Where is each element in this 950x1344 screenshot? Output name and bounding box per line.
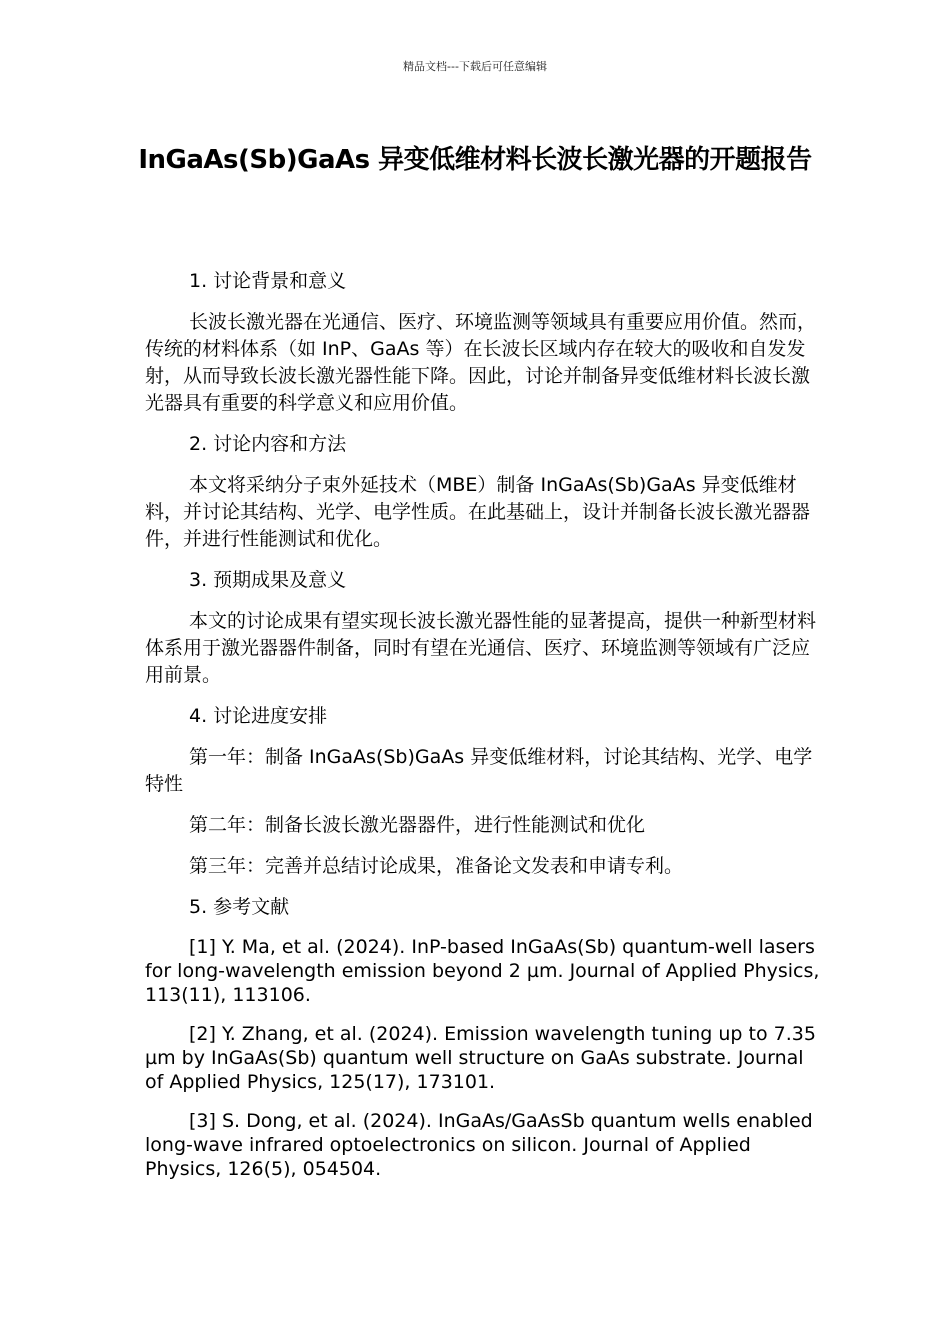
section-heading-references: 5. 参考文献 (189, 896, 290, 918)
paragraph-results: 本文的讨论成果有望实现长波长激光器性能的显著提高，提供一种新型材料体系用于激光器器件制备，同时有望在光通信、医疗、环境监测等领域有广泛应用前景。 (145, 610, 817, 686)
section-heading-results: 3. 预期成果及意义 (189, 569, 347, 591)
reference-item: [1] Y. Ma, et al. (2024). InP-based InGaAs(Sb) quantum-well lasers for long-wavelength emission beyond 2 µm. Journal of Applied Physics, 113(11), 113106. (145, 936, 820, 1006)
section-heading-schedule: 4. 讨论进度安排 (189, 705, 328, 727)
header-watermark: 精品文档---下载后可任意编辑 (403, 60, 547, 73)
document-title: InGaAs(Sb)GaAs 异变低维材料长波长激光器的开题报告 (138, 145, 812, 175)
reference-item: [2] Y. Zhang, et al. (2024). Emission wavelength tuning up to 7.35 µm by InGaAs(Sb) quantum well structure on GaAs substrate. Journal of Applied Physics, 125(17), 173101. (145, 1023, 816, 1093)
document-body (145, 268, 825, 1196)
paragraph-background: 长波长激光器在光通信、医疗、环境监测等领域具有重要应用价值。然而，传统的材料体系（如 InP、GaAs 等）在长波长区域内存在较大的吸收和自发发射，从而导致长波长激光器性能下降。因此，讨论并制备异变低维材料长波长激光器具有重要的科学意义和应用价值。 (145, 311, 817, 414)
paragraph-content: 本文将采纳分子束外延技术（MBE）制备 InGaAs(Sb)GaAs 异变低维材料，并讨论其结构、光学、电学性质。在此基础上，设计并制备长波长激光器器件，并进行性能测试和优化。 (145, 474, 811, 550)
schedule-year-3: 第三年：完善并总结讨论成果，准备论文发表和申请专利。 (189, 855, 684, 877)
section-heading-background: 1. 讨论背景和意义 (189, 270, 347, 292)
section-heading-content: 2. 讨论内容和方法 (189, 433, 347, 455)
schedule-year-2: 第二年：制备长波长激光器器件，进行性能测试和优化 (189, 814, 646, 836)
reference-item: [3] S. Dong, et al. (2024). InGaAs/GaAsSb quantum wells enabled long-wave infrared optoelectronics on silicon. Journal of Applied Physics, 126(5), 054504. (145, 1110, 813, 1180)
schedule-year-1: 第一年：制备 InGaAs(Sb)GaAs 异变低维材料，讨论其结构、光学、电学特性 (145, 746, 813, 795)
